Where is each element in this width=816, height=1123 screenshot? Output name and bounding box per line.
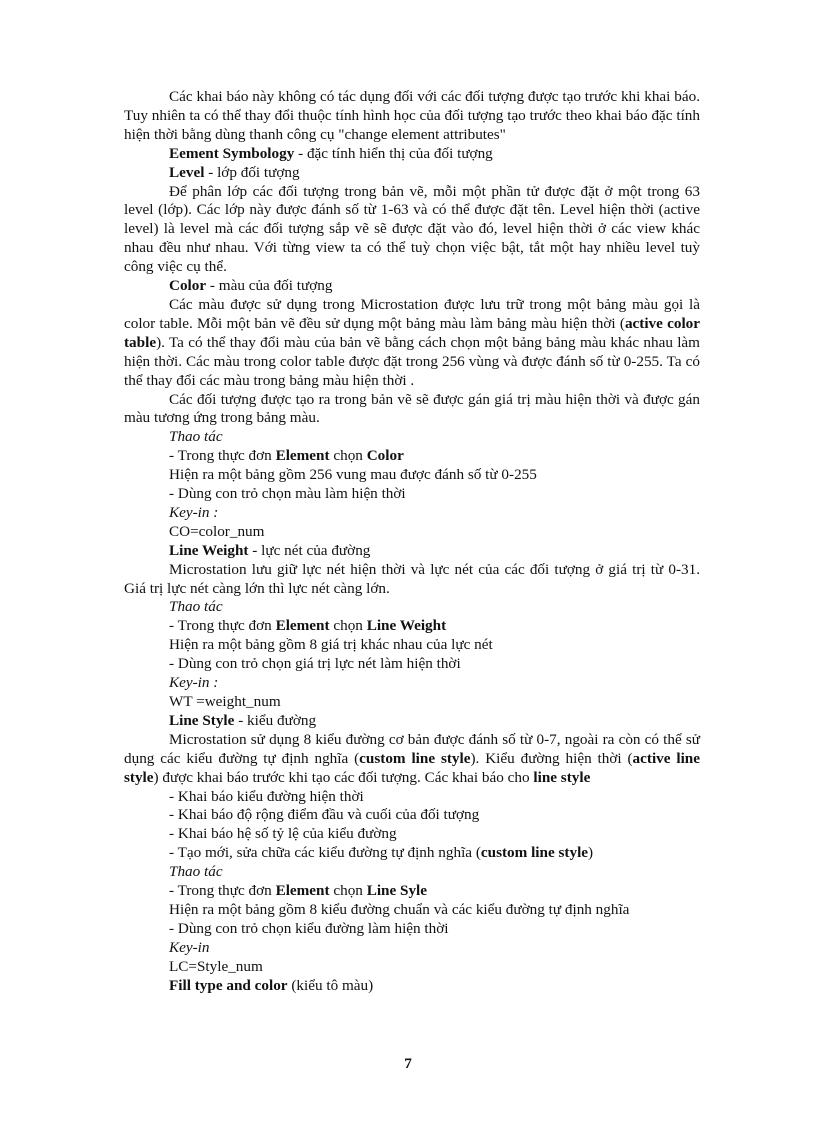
style-heading: Line Style - kiểu đường <box>169 711 317 729</box>
style-operation-label: Thao tác <box>169 863 223 881</box>
style-keyin-label: Key-in <box>169 938 210 956</box>
style-menu-step: - Trong thực đơn Element chọn Line Syle <box>169 882 428 900</box>
color-keyin-label: Key-in : <box>169 503 219 521</box>
fill-title: Fill type and color <box>169 976 288 994</box>
weight-paragraph: Microstation lưu giữ lực nét hiện thời và lực nét của các đối tượng ở giá trị từ 0-31. Giá trị lực nét càng lớn thì lực nét càng lớn. <box>124 560 700 597</box>
weight-step-1: Hiện ra một bảng gồm 8 giá trị khác nhau của lực nét <box>169 636 493 654</box>
style-list-item: - Khai báo độ rộng điểm đầu và cuối của đối tượng <box>169 806 480 824</box>
style-step-2: - Dùng con trỏ chọn kiểu đường làm hiện thời <box>169 919 449 937</box>
color-step-1: Hiện ra một bảng gồm 256 vung mau được đánh số từ 0-255 <box>169 466 537 484</box>
style-paragraph: Microstation sử dụng 8 kiểu đường cơ bản được đánh số từ 0-7, ngoài ra còn có thể sử dụng các kiểu đường tự định nghĩa (custom line style). Kiểu đường hiện thời (active line style) được khai báo trước khi tạo các đối tượng. Các khai báo cho line style <box>124 730 700 786</box>
color-paragraph-2: Các đối tượng được tạo ra trong bản vẽ sẽ được gán giá trị màu hiện thời và được gán màu tương ứng trong bảng màu. <box>124 390 700 427</box>
weight-heading: Line Weight - lực nét của đường <box>169 541 371 559</box>
style-keyin-command: LC=Style_num <box>169 957 263 975</box>
color-paragraph: Các màu được sử dụng trong Microstation được lưu trữ trong một bảng màu gọi là color table. Mỗi một bản vẽ đều sử dụng một bảng màu làm bảng màu hiện thời (active color table). Ta có thể thay đổi màu của bản vẽ bằng cách chọn một bảng bảng màu khác nhau làm hiện thời. Các màu trong color table được đặt trong 256 vùng và được đánh số từ 0-255. Ta có thể thay đổi các màu trong bảng màu hiện thời . <box>124 295 700 389</box>
symbology-heading: Eement Symbology - đặc tính hiển thị của đối tượng <box>169 144 493 162</box>
color-heading: Color - màu của đối tượng <box>169 277 333 295</box>
page-number: 7 <box>404 1055 412 1072</box>
color-operation-label: Thao tác <box>169 428 223 446</box>
color-title: Color <box>169 277 207 295</box>
level-paragraph: Để phân lớp các đối tượng trong bản vẽ, mỗi một phần tử được đặt ở một trong 63 level (lớp). Các lớp này được đánh số từ 1-63 và có thể được đặt tên. Level hiện thời (active level) là level mà các đối tượng sắp vẽ sẽ được đặt vào đó, level hiện thời ở các view khác nhau đều như nhau. Với từng view ta có thể tuỳ chọn việc bật, tắt một hay nhiều level tuỳ công việc cụ thể. <box>124 182 700 276</box>
style-step-1: Hiện ra một bảng gồm 8 kiểu đường chuẩn và các kiểu đường tự định nghĩa <box>169 900 630 918</box>
fill-heading: Fill type and color (kiểu tô màu) <box>169 976 374 994</box>
level-title: Level <box>169 163 205 181</box>
style-list-item: - Tạo mới, sửa chữa các kiểu đường tự định nghĩa (custom line style) <box>169 844 594 862</box>
intro-paragraph: Các khai báo này không có tác dụng đối với các đối tượng được tạo trước khi khai báo. Tuy nhiên ta có thể thay đổi thuộc tính hình học của đối tượng tạo trước theo khai báo đặc tính hiện thời bằng dùng thanh công cụ "change element attributes" <box>124 88 700 143</box>
style-list-item: - Khai báo kiểu đường hiện thời <box>169 787 364 805</box>
weight-menu-step: - Trong thực đơn Element chọn Line Weight <box>169 617 447 635</box>
style-title: Line Style <box>169 711 235 729</box>
weight-title: Line Weight <box>169 541 249 559</box>
color-step-2: - Dùng con trỏ chọn màu làm hiện thời <box>169 485 406 503</box>
symbology-title: Eement Symbology <box>169 144 295 162</box>
level-heading: Level - lớp đối tượng <box>169 163 300 181</box>
weight-keyin-command: WT =weight_num <box>169 693 281 710</box>
weight-keyin-label: Key-in : <box>169 674 219 692</box>
document-page <box>124 88 700 996</box>
weight-operation-label: Thao tác <box>169 598 223 616</box>
color-keyin-command: CO=color_num <box>169 522 265 540</box>
weight-step-2: - Dùng con trỏ chọn giá trị lực nét làm hiện thời <box>169 655 461 673</box>
style-list-item: - Khai báo hệ số tỷ lệ của kiểu đường <box>169 825 397 843</box>
color-menu-step: - Trong thực đơn Element chọn Color <box>169 447 404 465</box>
